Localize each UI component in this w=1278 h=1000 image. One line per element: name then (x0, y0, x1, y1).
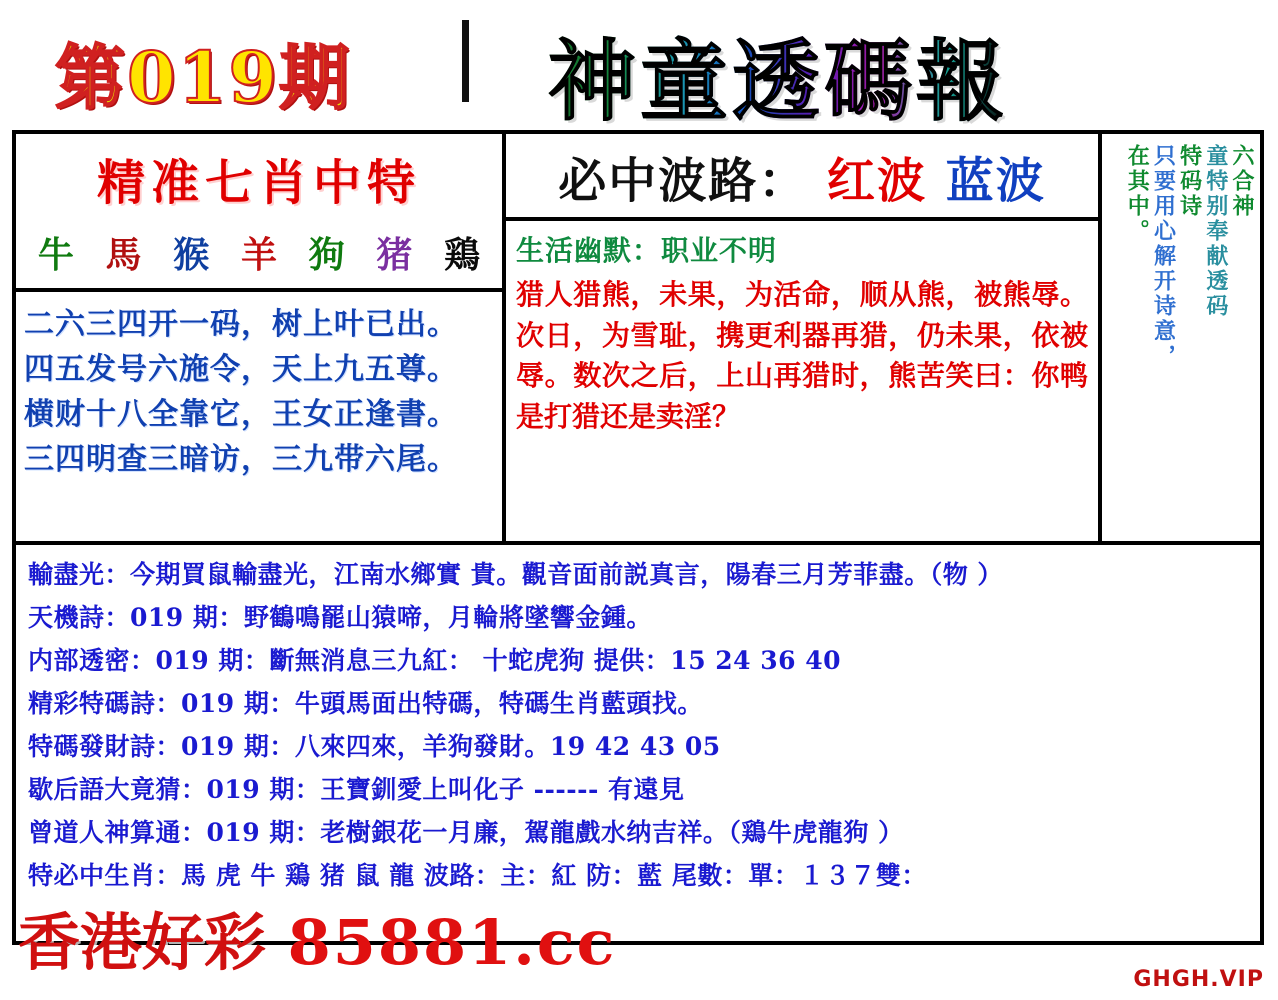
left-panel (16, 134, 506, 541)
issue-label (55, 22, 351, 123)
zodiac-item: 狗 (308, 234, 345, 276)
mid-title-red: 红波 (826, 153, 927, 209)
mid-panel-title (506, 142, 1098, 211)
mid-title-prefix: 必中波路： (558, 153, 809, 209)
mid-panel (506, 134, 1102, 541)
zodiac-item: 猪 (376, 234, 413, 276)
list-item: 精彩特碼詩：019 期：牛頭馬面出特碼，特碼生肖藍頭找。 (28, 689, 703, 718)
list-item: 特必中生肖：馬 虎 牛 鶏 猪 鼠 龍 波路：主：紅 防：藍 尾數：單：１３７雙： (28, 861, 927, 890)
zodiac-item: 猴 (173, 234, 210, 276)
bottom-list (12, 545, 1264, 945)
right-vertical-columns (1102, 134, 1260, 541)
poem-line: 横财十八全靠它，王女正逢書。 (24, 397, 458, 432)
watermark-corner: GHGH.VIP (1133, 967, 1264, 992)
list-item: 歇后語大竟猜：019 期：王寶釧愛上叫化子 ------ 有遠見 (28, 775, 685, 804)
vertical-column: 在其中。 (1124, 144, 1151, 244)
right-panel (1102, 134, 1260, 541)
zodiac-item: 牛 (37, 234, 74, 276)
vertical-column: 六合神 (1229, 144, 1255, 219)
header-divider (462, 20, 469, 102)
zodiac-item: 羊 (240, 234, 277, 276)
mid-subtitle: 生活幽默：职业不明 (516, 234, 778, 267)
watermark-url: 85881.cc (287, 906, 617, 979)
list-item: 曾道人神算通：019 期：老樹銀花一月廉，駕龍戲水纳吉祥。（鶏牛虎龍狗 ） (28, 818, 904, 847)
issue-prefix: 第 (55, 36, 127, 119)
list-item: 天機詩：019 期：野鶴鳴罷山猿啼，月輪將墜響金鍾。 (28, 603, 652, 632)
page-title: 神童透碼報 (548, 12, 1008, 138)
list-item: 輸盡光：今期買鼠輸盡光，江南水鄉實 貴。觀音面前説真言，陽春三月芳菲盡。（物 ） (28, 560, 1003, 589)
poem-line: 四五发号六施令，天上九五尊。 (24, 352, 458, 387)
watermark-chinese: 香港好彩 (18, 906, 267, 979)
zodiac-row (16, 227, 502, 278)
poem-block (16, 292, 502, 482)
list-item: 内部透密：019 期：斷無消息三九紅： 十蛇虎狗 提供：15 24 36 40 (28, 646, 842, 675)
poem-line: 二六三四开一码，树上叶已出。 (24, 307, 458, 342)
mid-body-text: 猎人猎熊，未果，为活命，顺从熊，被熊辱。次日，为雪耻，携更利器再猎，仍未果，依被辱。数次之后，上山再猎时，熊苦笑曰：你鸭是打猎还是卖淫？ (516, 278, 1088, 433)
left-panel-title: 精准七肖中特 (96, 155, 421, 211)
main-frame (12, 130, 1264, 545)
list-item: 特碼發財詩：019 期：八來四來，羊狗發財。19 42 43 05 (28, 732, 721, 761)
issue-suffix: 期 (279, 36, 352, 119)
vertical-column: 特码诗 (1176, 144, 1203, 219)
issue-number: 019 (127, 36, 280, 119)
page-header (0, 0, 1278, 133)
vertical-column: 只要用心解开诗意， (1150, 144, 1177, 369)
poem-line: 三四明查三暗访，三九带六尾。 (24, 442, 458, 477)
zodiac-item: 馬 (105, 234, 142, 276)
mid-title-blue: 蓝波 (945, 153, 1046, 209)
zodiac-item: 鶏 (444, 234, 481, 276)
vertical-column: 童特别奉献透码 (1202, 144, 1229, 319)
